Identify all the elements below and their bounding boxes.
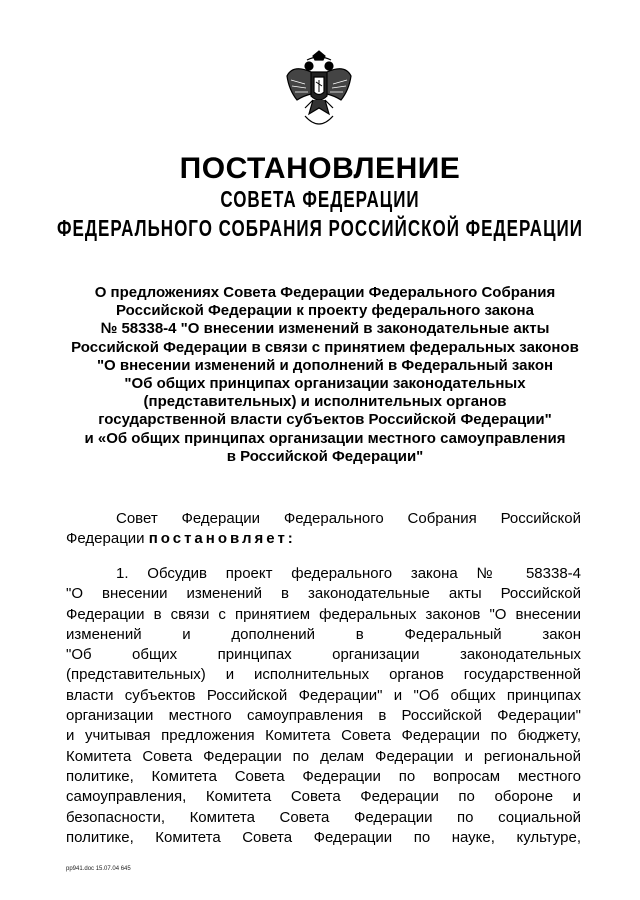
paragraph-line: (представительных) и исполнительных органов государственной xyxy=(66,666,581,684)
subject-line: О предложениях Совета Федерации Федерального Собрания xyxy=(94,284,556,301)
subject-line: Российской Федерации к проекту федерального закона xyxy=(116,302,534,320)
preamble xyxy=(66,509,581,550)
file-footer: pp941.doc 15.07.04 645 xyxy=(66,866,131,872)
issuer-line-1: СОВЕТА ФЕДЕРАЦИИ xyxy=(220,186,420,213)
document-title: ПОСТАНОВЛЕНИЕ xyxy=(179,152,461,185)
preamble-line: Совет Федерации Федерального Собрания Российской xyxy=(116,510,581,527)
preamble-start: Федерации xyxy=(66,530,149,548)
paragraph-line: 1. Обсудив проект федерального закона № 58338-4 xyxy=(116,565,581,582)
paragraph-line: Комитета Совета Федерации по делам Федерации и региональной xyxy=(66,747,581,765)
subject-line: "О внесении изменений и дополнений в Федеральный закон xyxy=(96,356,554,374)
issuer-line-2: ФЕДЕРАЛЬНОГО СОБРАНИЯ РОССИЙСКОЙ ФЕДЕРАЦИИ xyxy=(57,215,583,242)
paragraph-line: Федерации в связи с принятием федеральных законов "О внесении xyxy=(66,605,581,623)
paragraph-line: "О внесении изменений в законодательные акты Российской xyxy=(66,585,581,603)
paragraph-line: самоуправления, Комитета Совета Федерации по обороне и xyxy=(66,788,581,806)
coat-of-arms-icon xyxy=(283,50,355,134)
subject-line: Российской Федерации в связи с принятием федеральных законов xyxy=(71,338,579,356)
paragraph-line: политике, Комитета Совета Федерации по вопросам местного xyxy=(66,767,581,785)
paragraph-1 xyxy=(66,564,581,848)
subject-line: и «Об общих принципах организации местного самоуправления xyxy=(84,429,566,447)
document-subject xyxy=(70,284,580,466)
subject-line: государственной власти субъектов Российской Федерации" xyxy=(98,411,552,429)
paragraph-line: изменений и дополнений в Федеральный закон xyxy=(66,625,581,643)
paragraph-line: и учитывая предложения Комитета Совета Федерации по бюджету, xyxy=(66,727,581,745)
paragraph-line: организации местного самоуправления в Российской Федерации" xyxy=(66,707,581,725)
paragraph-line: безопасности, Комитета Совета Федерации по социальной xyxy=(66,808,581,826)
subject-line: (представительных) и исполнительных органов xyxy=(143,393,507,411)
resolves-word: постановляет: xyxy=(148,530,296,548)
paragraph-line: "Об общих принципах организации законодательных xyxy=(66,646,581,664)
subject-line: "Об общих принципах организации законодательных xyxy=(124,375,526,393)
subject-line: в Российской Федерации" xyxy=(226,447,424,465)
paragraph-line: власти субъектов Российской Федерации" и "Об общих принципах xyxy=(66,686,581,704)
preamble-line xyxy=(66,529,581,549)
paragraph-line: политике, Комитета Совета Федерации по науке, культуре, xyxy=(66,828,581,846)
subject-line: № 58338-4 "О внесении изменений в законодательные акты xyxy=(100,320,550,338)
